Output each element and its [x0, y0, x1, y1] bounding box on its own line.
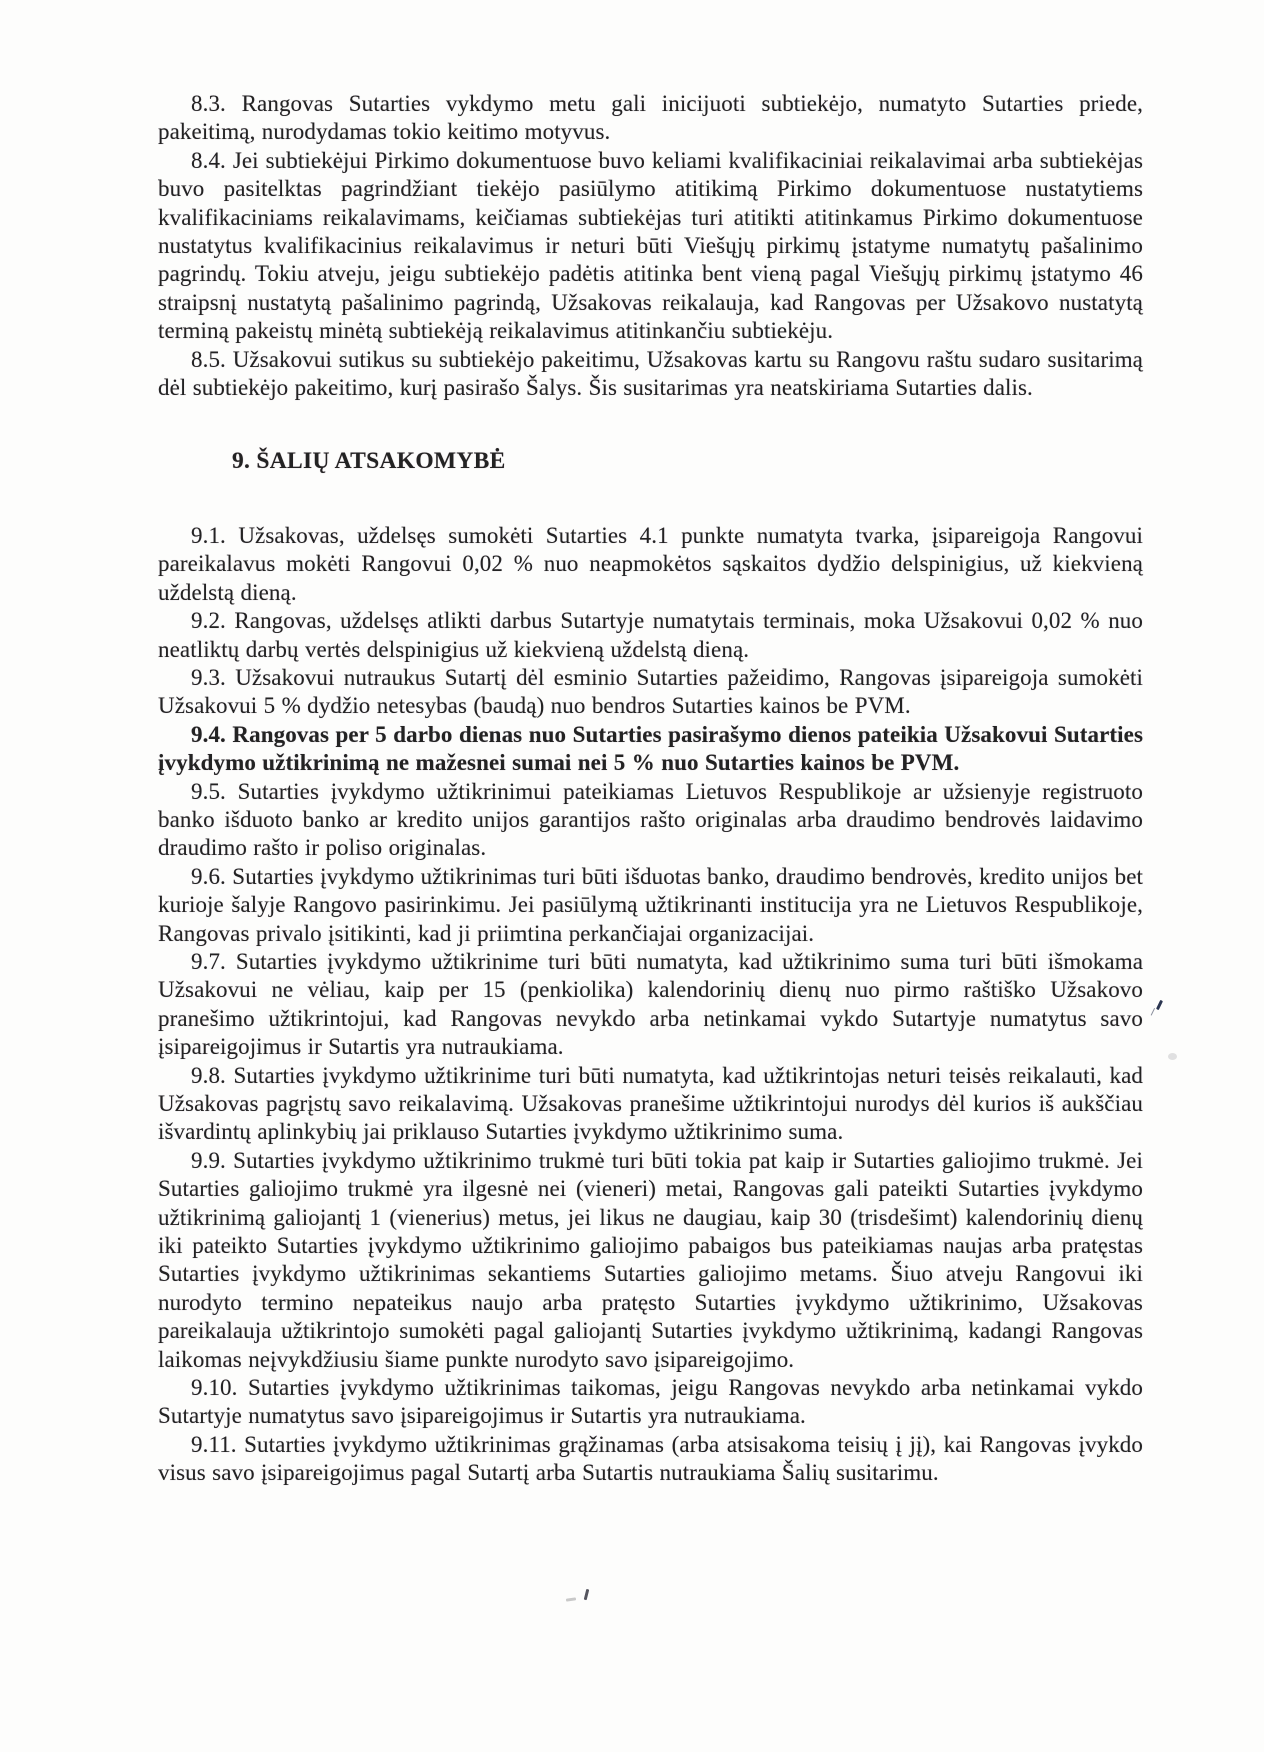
- clause-9-10: 9.10. Sutarties įvykdymo užtikrinimas taikomas, jeigu Rangovas nevykdo arba netinkamai vykdo Sutartyje numatytus savo įsipareigojimus ir Sutartis yra nutraukiama.: [158, 1375, 1143, 1429]
- document-text-block: [158, 90, 1143, 1488]
- stray-mark-light-icon: [566, 1597, 576, 1601]
- clause-9-7: 9.7. Sutarties įvykdymo užtikrinime turi būti numatyta, kad užtikrinimo suma turi būti išmokama Užsakovui ne vėliau, kaip per 15 (penkiolika) kalendorinių dienų nuo pirmo raštiško Užsakovo pranešimo užtikrintojui, kad Rangovas nevykdo arba netinkamai vykdo Sutartyje numatytus savo įsipareigojimus ir Sutartis yra nutraukiama.: [158, 948, 1143, 1060]
- clause-9-11: 9.11. Sutarties įvykdymo užtikrinimas grąžinamas (arba atsisakoma teisių į jį), kai Rangovas įvykdo visus savo įsipareigojimus pagal Sutartį arba Sutartis nutraukiama Šalių susitarimu.: [158, 1431, 1143, 1486]
- stray-mark-dark-icon: [584, 1589, 589, 1600]
- clause-9-8: 9.8. Sutarties įvykdymo užtikrinime turi būti numatyta, kad užtikrintojas neturi teisės reikalauti, kad Užsakovas pagrįstų savo reikalavimą. Užsakovas pranešime užtikrintojui nurodys dėl kurios iš aukščiau išvardintų aplinkybių jai priklauso Sutarties įvykdymo užtikrinimo suma.: [158, 1062, 1143, 1145]
- clause-9-6: 9.6. Sutarties įvykdymo užtikrinimas turi būti išduotas banko, draudimo bendrovės, kredito unijos bet kurioje šalyje Rangovo pasirinkimu. Jei pasiūlymą užtikrinanti institucija yra ne Lietuvos Respublikoje, Rangovas privalo įsitikinti, kad ji priimtina perkančiajai organizacijai.: [158, 863, 1143, 946]
- clause-8-5: 8.5. Užsakovui sutikus su subtiekėjo pakeitimu, Užsakovas kartu su Rangovu raštu sudaro susitarimą dėl subtiekėjo pakeitimo, kurį pasirašo Šalys. Šis susitarimas yra neatskiriama Sutarties dalis.: [158, 346, 1143, 401]
- pen-tick-mark-icon: [1156, 1000, 1163, 1010]
- smudge-mark-icon: [1168, 1053, 1177, 1060]
- clause-9-3: 9.3. Užsakovui nutraukus Sutartį dėl esminio Sutarties pažeidimo, Rangovas įsipareigoja sumokėti Užsakovui 5 % dydžio netesybas (baudą) nuo bendros Sutarties kainos be PVM.: [158, 664, 1143, 719]
- section-heading-9: 9. ŠALIŲ ATSAKOMYBĖ: [232, 448, 506, 475]
- clause-9-2: 9.2. Rangovas, uždelsęs atlikti darbus Sutartyje numatytais terminais, moka Užsakovui 0,02 % nuo neatliktų darbų vertės delspinigius už kiekvieną uždelstą dieną.: [158, 608, 1143, 662]
- clause-9-5: 9.5. Sutarties įvykdymo užtikrinimui pateikiamas Lietuvos Respublikoje ar užsienyje registruoto banko išduoto banko ar kredito unijos garantijos rašto originalas arba draudimo bendrovės laidavimo draudimo rašto ir poliso originalas.: [158, 778, 1143, 861]
- clause-9-1: 9.1. Užsakovas, uždelsęs sumokėti Sutarties 4.1 punkte numatyta tvarka, įsipareigoja Rangovui pareikalavus mokėti Rangovui 0,02 % nuo neapmokėtos sąskaitos dydžio delspinigius, už kiekvieną uždelstą dieną.: [158, 522, 1143, 605]
- clause-8-4: 8.4. Jei subtiekėjui Pirkimo dokumentuose buvo keliami kvalifikaciniai reikalavimai arba subtiekėjas buvo pasitelktas pagrindžiant tiekėjo pasiūlymo atitikimą Pirkimo dokumentuose nustatytiems kvalifikaciniams reikalavimams, keičiamas subtiekėjas turi atitikti atitinkamus Pirkimo dokumentuose nustatytus kvalifikacinius reikalavimus ir neturi būti Viešųjų pirkimų įstatyme numatytų pašalinimo pagrindų. Tokiu atveju, jeigu subtiekėjo padėtis atitinka bent vieną pagal Viešųjų pirkimų įstatymo 46 straipsnį nustatytą pašalinimo pagrindą, Užsakovas reikalauja, kad Rangovas per Užsakovo nustatytą terminą pakeistų minėtą subtiekėją reikalavimus atitinkančiu subtiekėju.: [158, 147, 1143, 344]
- clause-8-3: 8.3. Rangovas Sutarties vykdymo metu gali inicijuoti subtiekėjo, numatyto Sutarties priede, pakeitimą, nurodydamas tokio keitimo motyvus.: [158, 91, 1143, 145]
- clause-9-9: 9.9. Sutarties įvykdymo užtikrinimo trukmė turi būti tokia pat kaip ir Sutarties galiojimo trukmė. Jei Sutarties galiojimo trukmė yra ilgesnė nei (vieneri) metai, Rangovas gali pateikti Sutarties įvykdymo užtikrinimą galiojantį 1 (vienerius) metus, jei likus ne daugiau, kaip 30 (trisdešimt) kalendorinių dienų iki pateikto Sutarties įvykdymo užtikrinimo galiojimo pabaigos bus pateikiamas naujas arba pratęstas Sutarties įvykdymo užtikrinimas sekantiems Sutarties galiojimo metams. Šiuo atveju Rangovui iki nurodyto termino nepateikus naujo arba pratęsto Sutarties įvykdymo užtikrinimo, Užsakovas pareikalauja užtikrintojo sumokėti pagal galiojantį Sutarties įvykdymo užtikrinimą, kadangi Rangovas laikomas neįvykdžiusiu šiame punkte nurodyto savo įsipareigojimo.: [158, 1147, 1143, 1372]
- clause-9-4: 9.4. Rangovas per 5 darbo dienas nuo Sutarties pasirašymo dienos pateikia Užsakovui Sutarties įvykdymo užtikrinimą ne mažesnei sumai nei 5 % nuo Sutarties kainos be PVM.: [158, 721, 1143, 776]
